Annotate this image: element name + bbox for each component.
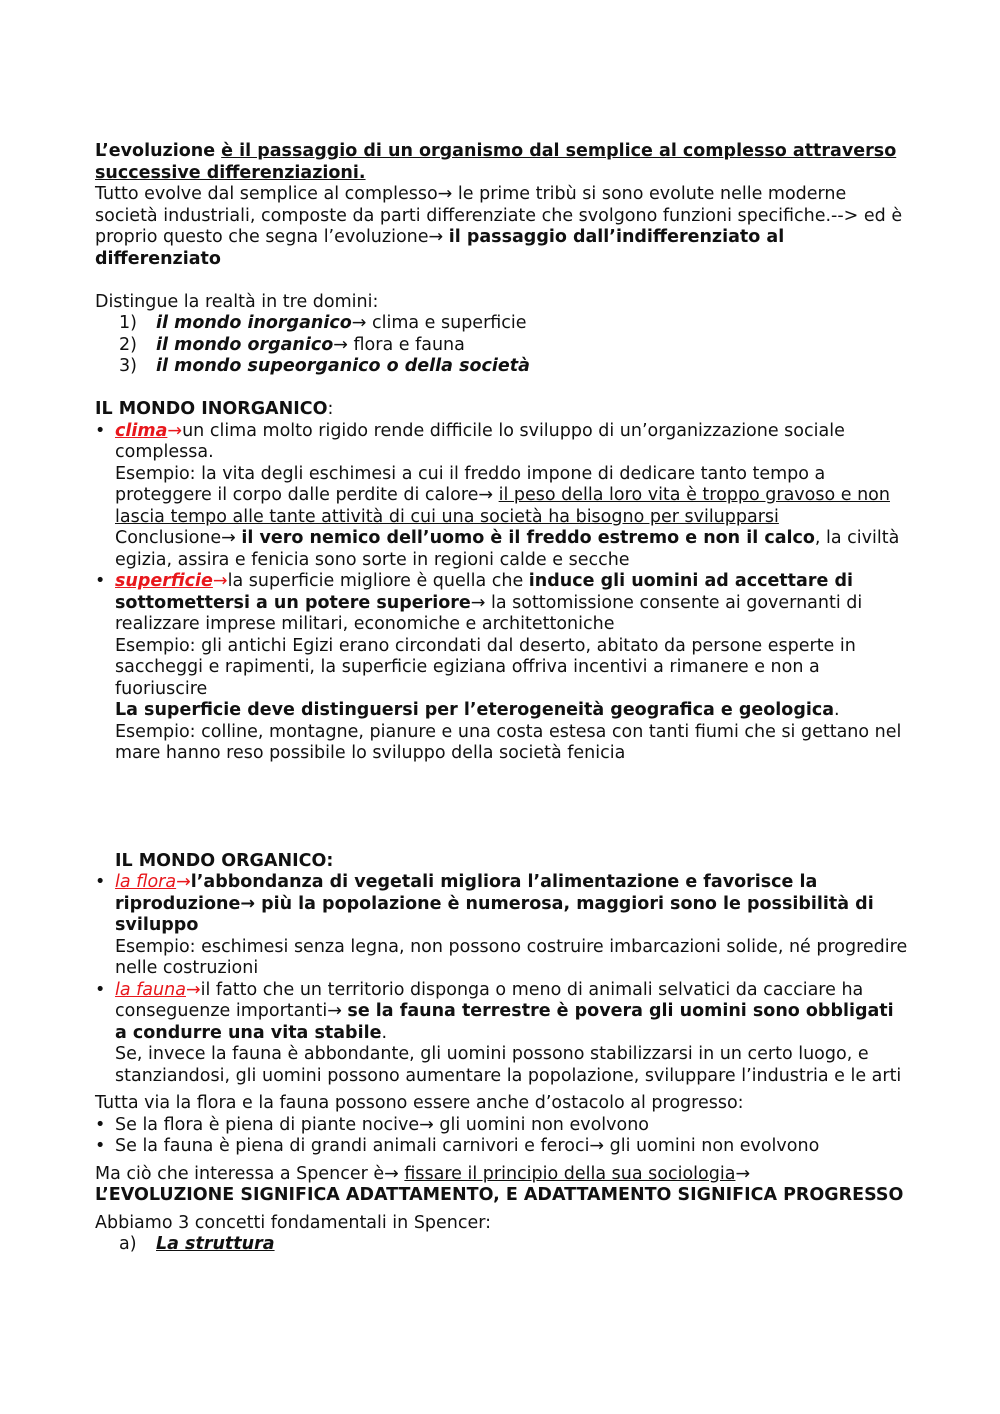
superficie-key-point xyxy=(115,700,910,722)
clima-conclusion xyxy=(115,528,910,571)
flora-example: Esempio: eschimesi senza legna, non possono costruire imbarcazioni solide, né progredire nelle costruzioni xyxy=(115,936,908,978)
intro-lead: L’evoluzione xyxy=(95,141,222,161)
list-item-superficie xyxy=(95,571,910,765)
clima-text: un clima molto rigido rende difficile lo sviluppo di un’organizzazione sociale complessa. xyxy=(115,420,845,462)
section-title-text: IL MONDO INORGANICO xyxy=(95,399,328,419)
bullet-icon: • xyxy=(95,872,106,892)
intro-body xyxy=(95,184,910,270)
list-number: 1) xyxy=(119,313,137,333)
conclusion-label: Conclusione→ xyxy=(115,528,242,548)
domains-heading: Distingue la realtà in tre domini: xyxy=(95,291,379,312)
arrow-icon: → xyxy=(212,571,228,591)
section-title-suffix: : xyxy=(327,399,334,419)
superficie-text-2: → la sottomissione consente ai governanti di realizzare imprese militari, economiche e architettoniche xyxy=(115,592,863,634)
clima-example-text: Esempio: la vita degli eschimesi a cui il freddo impone di dedicare tanto tempo a proteggere il corpo dalle perdite di calore→ xyxy=(115,463,826,505)
list-item-flora xyxy=(95,872,910,980)
domain-name: il mondo inorganico xyxy=(156,313,352,333)
intro-body-bold: il passaggio dall’indifferenziato al differenziato xyxy=(95,227,785,269)
domain-name: il mondo organico xyxy=(156,334,334,355)
arrow-icon: → xyxy=(735,1163,751,1184)
list-number: 3) xyxy=(119,356,137,376)
section-title-inorganico xyxy=(95,399,910,421)
period: . xyxy=(381,1022,388,1043)
bullet-icon: • xyxy=(95,571,106,591)
bullet-icon: • xyxy=(95,979,106,1000)
clima-example xyxy=(115,464,910,529)
superficie-text: la superficie migliore è quella che xyxy=(227,571,529,591)
term-fauna: la fauna xyxy=(115,979,186,1000)
obstacle-text: Se la flora è piena di piante nocive→ gli uomini non evolvono xyxy=(115,1114,650,1135)
flora-bold: l’abbondanza di vegetali migliora l’alimentazione e favorisce la riproduzione→ più la popolazione è numerosa, maggiori sono le possibilità di sviluppo xyxy=(115,872,874,935)
superficie-example-2: Esempio: colline, montagne, pianure e una costa estesa con tanti fiumi che si gettano nel mare hanno reso possibile lo sviluppo della società fenicia xyxy=(115,721,902,763)
term-flora: la flora xyxy=(115,872,177,892)
list-item-clima xyxy=(95,421,910,572)
concepts-intro: Abbiamo 3 concetti fondamentali in Spencer: xyxy=(95,1212,492,1233)
term-superficie: superficie xyxy=(115,571,213,591)
list-number: 2) xyxy=(119,334,137,355)
superficie-key-bold: La superficie deve distinguersi per l’eterogeneità geografica e geologica xyxy=(115,700,835,720)
spencer-lead-text: Ma ciò che interessa a Spencer è→ xyxy=(95,1163,405,1184)
clima-example-underlined: il peso della loro vita è troppo gravoso e non lascia tempo alle tante attività di cui una società ha bisogno per svilupparsi xyxy=(115,485,890,527)
arrow-icon: → xyxy=(185,979,201,1000)
list-item xyxy=(95,1136,910,1158)
spencer-lead-underlined: fissare il principio della sua sociologia xyxy=(404,1163,736,1184)
conclusion-rest: , la civiltà egizia, assira e fenicia sono sorte in regioni calde e secche xyxy=(115,528,900,570)
flora-paragraph xyxy=(115,872,910,937)
conclusion-bold: il vero nemico dell’uomo è il freddo estremo e non il calco xyxy=(241,528,815,548)
inorganico-list xyxy=(95,421,910,765)
list-item xyxy=(95,313,910,335)
obstacles-intro: Tutta via la flora e la fauna possono essere anche d’ostacolo al progresso: xyxy=(95,1093,744,1113)
term-clima: clima xyxy=(115,420,168,441)
fauna-bold: se la fauna terrestre è povera gli uomini sono obbligati a condurre una vita stabile xyxy=(115,1001,894,1043)
bullet-icon: • xyxy=(95,420,106,441)
period: . xyxy=(834,700,840,720)
intro-definition-underlined: è il passaggio di un organismo dal semplice al complesso attraverso successive differenziazioni. xyxy=(95,141,897,183)
bullet-icon: • xyxy=(95,1136,106,1156)
intro-definition xyxy=(95,141,910,184)
domain-name: il mondo supeorganico o della società xyxy=(156,356,530,376)
fauna-extra: Se, invece la fauna è abbondante, gli uomini possono stabilizzarsi in un certo luogo, e stanziandosi, gli uomini possono aumentare la popolazione, sviluppare l’industria e le arti xyxy=(115,1044,902,1086)
fauna-paragraph xyxy=(115,980,910,1045)
section-title-organico: IL MONDO ORGANICO: xyxy=(115,850,334,871)
obstacle-text: Se la fauna è piena di grandi animali carnivori e feroci→ gli uomini non evolvono xyxy=(115,1136,820,1156)
superficie-paragraph xyxy=(115,571,910,636)
document-page xyxy=(95,141,910,1256)
list-item xyxy=(95,1234,910,1256)
domains-list xyxy=(95,313,910,378)
concept-name: La struttura xyxy=(156,1234,275,1254)
list-item xyxy=(95,1115,910,1137)
arrow-icon: → xyxy=(176,872,191,892)
obstacles-list xyxy=(95,1115,910,1158)
list-item xyxy=(95,356,910,378)
fauna-text: il fatto che un territorio disponga o meno di animali selvatici da cacciare ha conseguenze importanti→ xyxy=(115,979,864,1021)
clima-paragraph xyxy=(115,421,910,464)
list-letter: a) xyxy=(119,1234,137,1254)
spencer-principle: L’EVOLUZIONE SIGNIFICA ADATTAMENTO, E ADATTAMENTO SIGNIFICA PROGRESSO xyxy=(95,1185,904,1205)
list-item xyxy=(95,335,910,357)
domain-detail: → flora e fauna xyxy=(333,334,465,355)
intro-body-text: Tutto evolve dal semplice al complesso→ le prime tribù si sono evolute nelle moderne società industriali, composte da parti differenziate che svolgono funzioni specifiche.--> ed è proprio questo che segna l’evoluzione→ xyxy=(95,184,903,247)
arrow-icon: → xyxy=(167,420,183,441)
superficie-bold: induce gli uomini ad accettare di sottomettersi a un potere superiore xyxy=(115,571,853,613)
domain-detail: → clima e superficie xyxy=(351,313,527,333)
organico-list xyxy=(95,872,910,1087)
concepts-list xyxy=(95,1234,910,1256)
spencer-lead xyxy=(95,1164,910,1186)
superficie-example-1: Esempio: gli antichi Egizi erano circondati dal deserto, abitato da persone esperte in saccheggi e rapimenti, la superficie egiziana offriva incentivi a rimanere e non a fuoriuscire xyxy=(115,635,856,699)
bullet-icon: • xyxy=(95,1114,106,1135)
list-item-fauna xyxy=(95,980,910,1088)
